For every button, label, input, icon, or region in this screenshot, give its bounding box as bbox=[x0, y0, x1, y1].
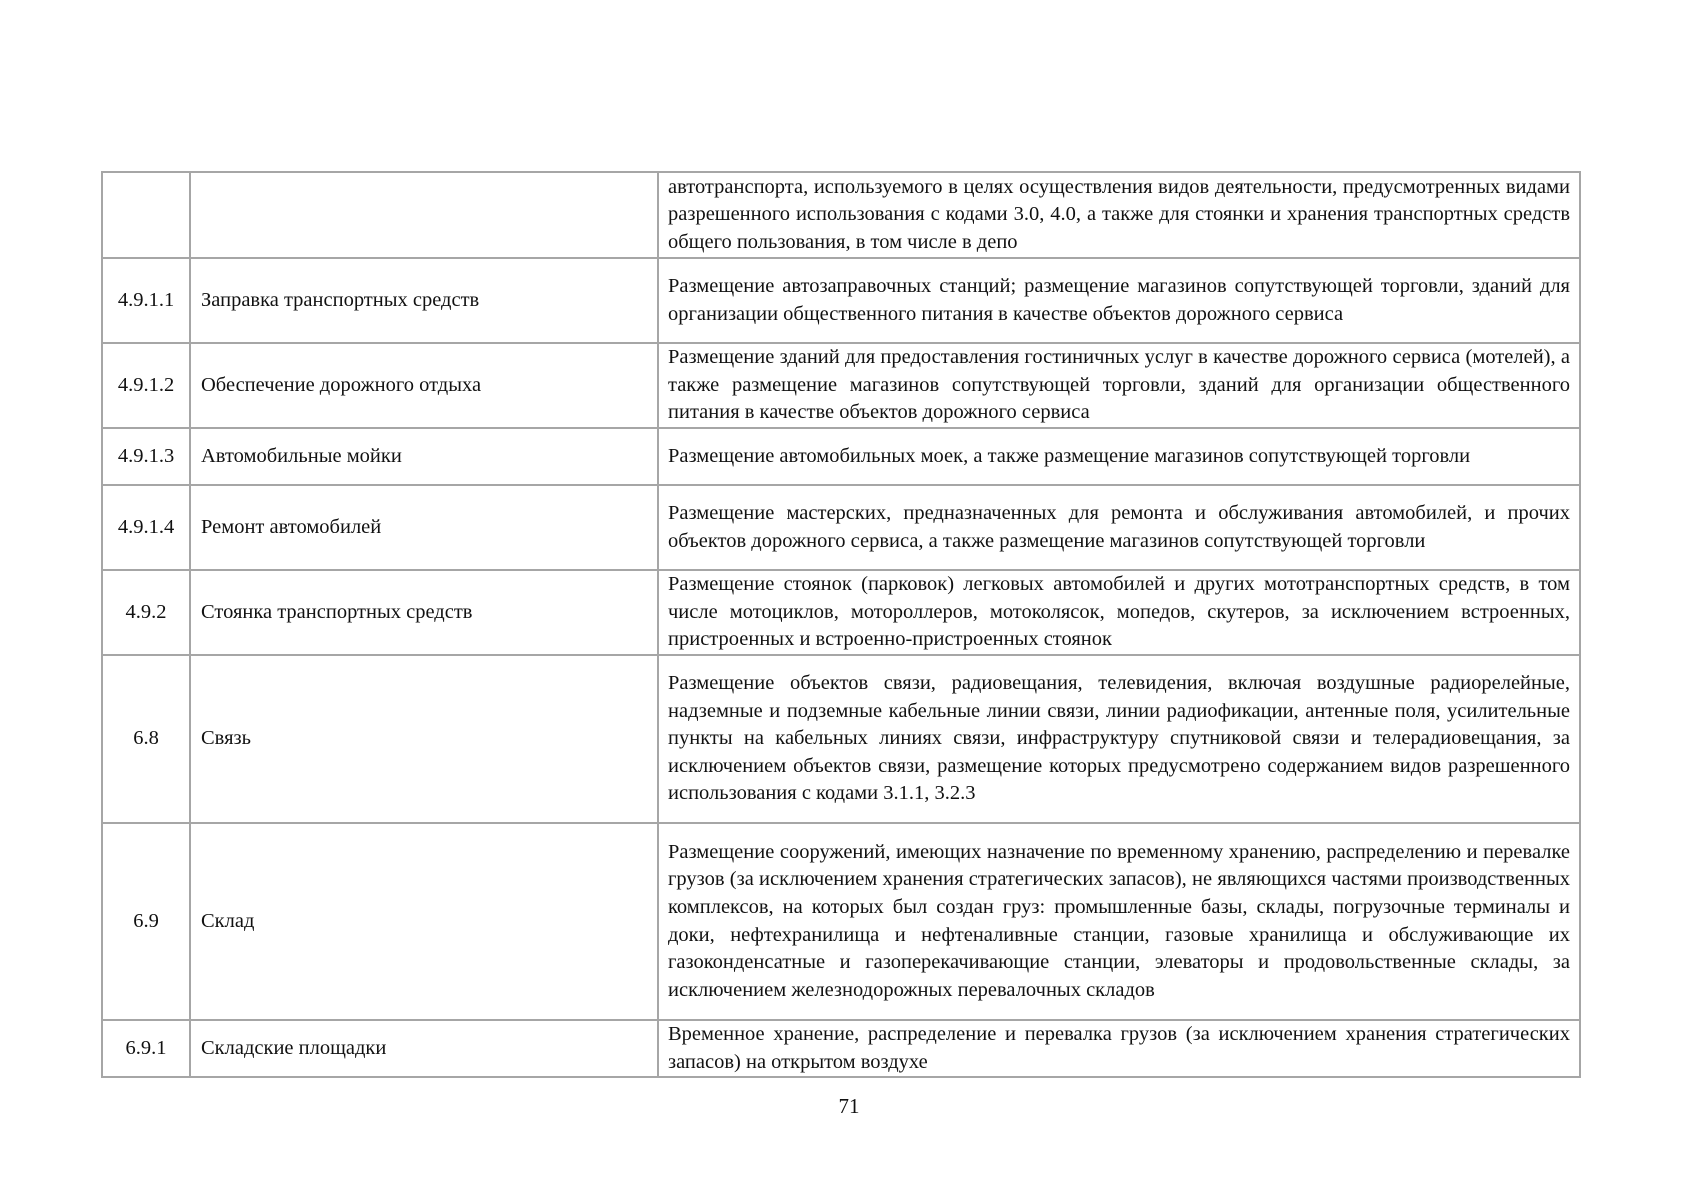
row-description: Размещение стоянок (парковок) легковых автомобилей и других мототранспортных средств, в том числе мотоциклов, мотороллеров, мотоколясок, мопедов, скутеров, за исключением встроенных, пристроенных и встроенно-пристроенных стоянок bbox=[658, 570, 1580, 655]
row-description: Размещение сооружений, имеющих назначение по временному хранению, распределению и перевалке грузов (за исключением хранения стратегических запасов), не являющихся частями производственных комплексов, на которых был создан груз: промышленные базы, склады, погрузочные терминалы и доки, нефтехранилища и нефтеналивные станции, газовые хранилища и обслуживающие их газоконденсатные и газоперекачивающие станции, элеваторы и продовольственные склады, за исключением железнодорожных перевалочных складов bbox=[658, 823, 1580, 1020]
row-code: 4.9.1.4 bbox=[102, 485, 190, 570]
row-code: 6.9.1 bbox=[102, 1020, 190, 1077]
row-description: Размещение автомобильных моек, а также размещение магазинов сопутствующей торговли bbox=[658, 428, 1580, 485]
row-description: Размещение объектов связи, радиовещания, телевидения, включая воздушные радиорелейные, надземные и подземные кабельные линии связи, линии радиофикации, антенные поля, усилительные пункты на кабельных линиях связи, инфраструктуру спутниковой связи и телерадиовещания, за исключением объектов связи, размещение которых предусмотрено содержанием видов разрешенного использования с кодами 3.1.1, 3.2.3 bbox=[658, 655, 1580, 823]
page-number: 71 bbox=[838, 1094, 860, 1118]
land-use-table bbox=[101, 171, 1581, 1078]
row-name: Стоянка транспортных средств bbox=[190, 570, 658, 655]
row-code bbox=[102, 172, 190, 258]
row-description: Размещение мастерских, предназначенных для ремонта и обслуживания автомобилей, и прочих объектов дорожного сервиса, а также размещение магазинов сопутствующей торговли bbox=[658, 485, 1580, 570]
row-code: 6.9 bbox=[102, 823, 190, 1020]
row-code: 4.9.1.1 bbox=[102, 258, 190, 343]
row-name: Связь bbox=[190, 655, 658, 823]
row-name: Ремонт автомобилей bbox=[190, 485, 658, 570]
row-name: Складские площадки bbox=[190, 1020, 658, 1077]
row-code: 6.8 bbox=[102, 655, 190, 823]
table-row bbox=[102, 343, 1580, 428]
table-row bbox=[102, 570, 1580, 655]
table-row bbox=[102, 428, 1580, 485]
table-row bbox=[102, 823, 1580, 1020]
row-code: 4.9.1.3 bbox=[102, 428, 190, 485]
row-description: Размещение зданий для предоставления гостиничных услуг в качестве дорожного сервиса (мотелей), а также размещение магазинов сопутствующей торговли, зданий для организации общественного питания в качестве объектов дорожного сервиса bbox=[658, 343, 1580, 428]
row-name: Автомобильные мойки bbox=[190, 428, 658, 485]
row-name: Заправка транспортных средств bbox=[190, 258, 658, 343]
table-row bbox=[102, 485, 1580, 570]
row-code: 4.9.1.2 bbox=[102, 343, 190, 428]
row-description: Размещение автозаправочных станций; размещение магазинов сопутствующей торговли, зданий для организации общественного питания в качестве объектов дорожного сервиса bbox=[658, 258, 1580, 343]
row-description: Временное хранение, распределение и перевалка грузов (за исключением хранения стратегических запасов) на открытом воздухе bbox=[658, 1020, 1580, 1077]
table-row bbox=[102, 1020, 1580, 1077]
table-row bbox=[102, 172, 1580, 258]
row-name: Склад bbox=[190, 823, 658, 1020]
row-description: автотранспорта, используемого в целях осуществления видов деятельности, предусмотренных видами разрешенного использования с кодами 3.0, 4.0, а также для стоянки и хранения транспортных средств общего пользования, в том числе в депо bbox=[658, 172, 1580, 258]
row-name bbox=[190, 172, 658, 258]
table-row bbox=[102, 258, 1580, 343]
row-code: 4.9.2 bbox=[102, 570, 190, 655]
row-name: Обеспечение дорожного отдыха bbox=[190, 343, 658, 428]
table-row bbox=[102, 655, 1580, 823]
